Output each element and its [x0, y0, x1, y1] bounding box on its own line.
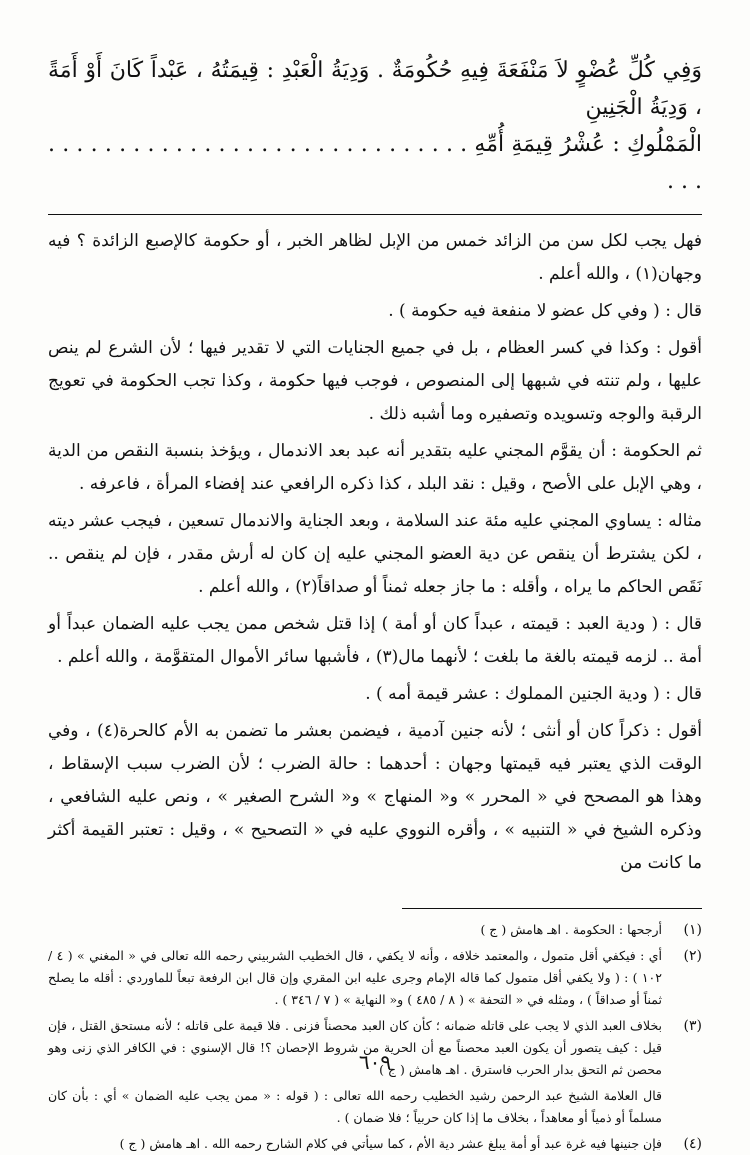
footnote-divider — [402, 908, 702, 909]
footnote-3-continuation: قال العلامة الشيخ عبد الرحمن رشيد الخطيب رحمه الله تعالى : ( قوله : « ممن يجب عليه الضمان » أي : بأن كان مسلماً أو ذمياً أو معاهداً ، بخلاف ما إذا كان حربياً ؛ فلا ضمان ) . — [48, 1088, 662, 1125]
commentary-text — [48, 225, 702, 880]
footnote-4 — [48, 1133, 702, 1155]
paragraph: ثم الحكومة : أن يقوَّم المجني عليه بتقدير أنه عبد بعد الاندمال ، ويؤخذ بنسبة النقص من الدية ، وهي الإبل على الأصح ، وقيل : نقد البلد ، كذا ذكره الرافعي عند إفضاء المرأة ، فاعرفه . — [48, 441, 702, 494]
paragraph: أقول : وكذا في كسر العظام ، بل في جميع الجنايات التي لا تقدير فيها ؛ لأن الشرع لم ينص عليها ، ولم تنته في شبهها إلى المنصوص ، فوجب فيها حكومة ، وكذا تجب الحكومة في تعويج الرقبة والوجه وتسويده وتصفيره وما أشبه ذلك . — [48, 338, 702, 424]
matn-line-2-text: الْمَمْلُوكِ : عُشْرُ قِيمَةِ أُمِّهِ — [474, 132, 703, 157]
footnote-text: أي : فيكفي أقل متمول ، والمعتمد خلافه ، وأنه لا يكفي ، قال الخطيب الشربيني رحمه الله تعالى في « المغني » ( ٤ / ١٠٢ ) : ( ولا يكفي أقل متمول كما قاله الإمام وجرى عليه ابن المقري وإن قال ابن الرفعة تبعاً للماوردي : أقله ما يصلح ثمناً أو صداقاً ) ، ومثله في « التحفة » ( ٨ / ٤٨٥ ) و« النهاية » ( ٧ / ٣٤٦ ) . — [48, 948, 663, 1007]
footnote-text: أرجحها : الحكومة . اهـ هامش ( ج ) — [480, 922, 662, 937]
footnote-text: فإن جنينها فيه غرة عبد أو أمة يبلغ عشر دية الأم ، كما سيأتي في كلام الشارح رحمه الله . اهـ هامش ( ج ) — [119, 1136, 662, 1151]
footnote-number: (٤) — [683, 1136, 702, 1152]
footnotes — [48, 919, 702, 1155]
footnote-number: (٢) — [683, 948, 702, 964]
footnote-number: (٣) — [683, 1018, 702, 1034]
page-number: ٦٠٩ — [358, 1050, 392, 1074]
matn-divider — [48, 214, 702, 215]
matn-text — [48, 52, 702, 200]
footnote-1 — [48, 919, 702, 941]
footnote-number: (١) — [683, 922, 702, 938]
paragraph: قال : ( ودية العبد : قيمته ، عبداً كان أو أمة ) إذا قتل شخص ممن يجب عليه الضمان عبداً أو أمة .. لزمه قيمته بالغة ما بلغت ؛ لأنهما مال(٣) ، فأشبها سائر الأموال المتقوَّمة ، والله أعلم . — [48, 614, 702, 667]
matn-line-2 — [48, 126, 702, 200]
footnote-text: بخلاف العبد الذي لا يجب على قاتله ضمانه ؛ كأن كان العبد محصناً فزنى . فلا قيمة على قاتله ؛ لأنه مستحق القتل ، فإن قيل : كيف يتصور أن يكون العبد محصناً مع أن الحرية من شروط الإحصان ؟! قال الإسنوي : في الكافر الذي زنى وهو محصن ثم التحق بدار الحرب فاسترق . اهـ هامش ( ج ) — [48, 1018, 662, 1077]
paragraph: مثاله : يساوي المجني عليه مئة عند السلامة ، وبعد الجناية والاندمال تسعين ، فيجب عشر ديته ، لكن يشترط أن ينقص عن دية العضو المجني عليه إن كان له أرش مقدر ، فإن لم ينقص .. نَقَص الحاكم ما يراه ، وأقله : ما جاز جعله ثمناً أو صداقاً(٢) ، والله أعلم . — [48, 511, 702, 597]
matn-line-1: وَفِي كُلِّ عُضْوٍ لاَ مَنْفَعَةَ فِيهِ حُكُومَةٌ . وَدِيَةُ الْعَبْدِ : قِيمَتُهُ ، عَبْداً كَانَ أَوْ أَمَةً ، وَدِيَةُ الْجَنِينِ — [48, 58, 702, 120]
matn-dots: . . . . . . . . . . . . . . . . . . . . . . . . . . . . . . . . . — [48, 132, 702, 194]
footnote-2 — [48, 945, 702, 1011]
paragraph: فهل يجب لكل سن من الزائد خمس من الإبل لظاهر الخبر ، أو حكومة كالإصبع الزائدة ؟ فيه وجهان(١) ، والله أعلم . — [48, 231, 702, 284]
paragraph: قال : ( ودية الجنين المملوك : عشر قيمة أمه ) . — [365, 684, 702, 704]
paragraph: قال : ( وفي كل عضو لا منفعة فيه حكومة ) . — [388, 301, 702, 321]
paragraph: أقول : ذكراً كان أو أنثى ؛ لأنه جنين آدمية ، فيضمن بعشر ما تضمن به الأم كالحرة(٤) ، وفي الوقت الذي يعتبر فيه قيمتها وجهان : أحدهما : حالة الضرب ؛ لأن الضرب سبب الإسقاط ، وهذا هو المصحح في « المحرر » و« المنهاج » و« الشرح الصغير » ، ونص عليه الشافعي ، وذكره الشيخ في « التنبيه » ، وأقره النووي عليه في « التصحيح » ، وقيل : تعتبر القيمة أكثر ما كانت من — [48, 721, 702, 873]
